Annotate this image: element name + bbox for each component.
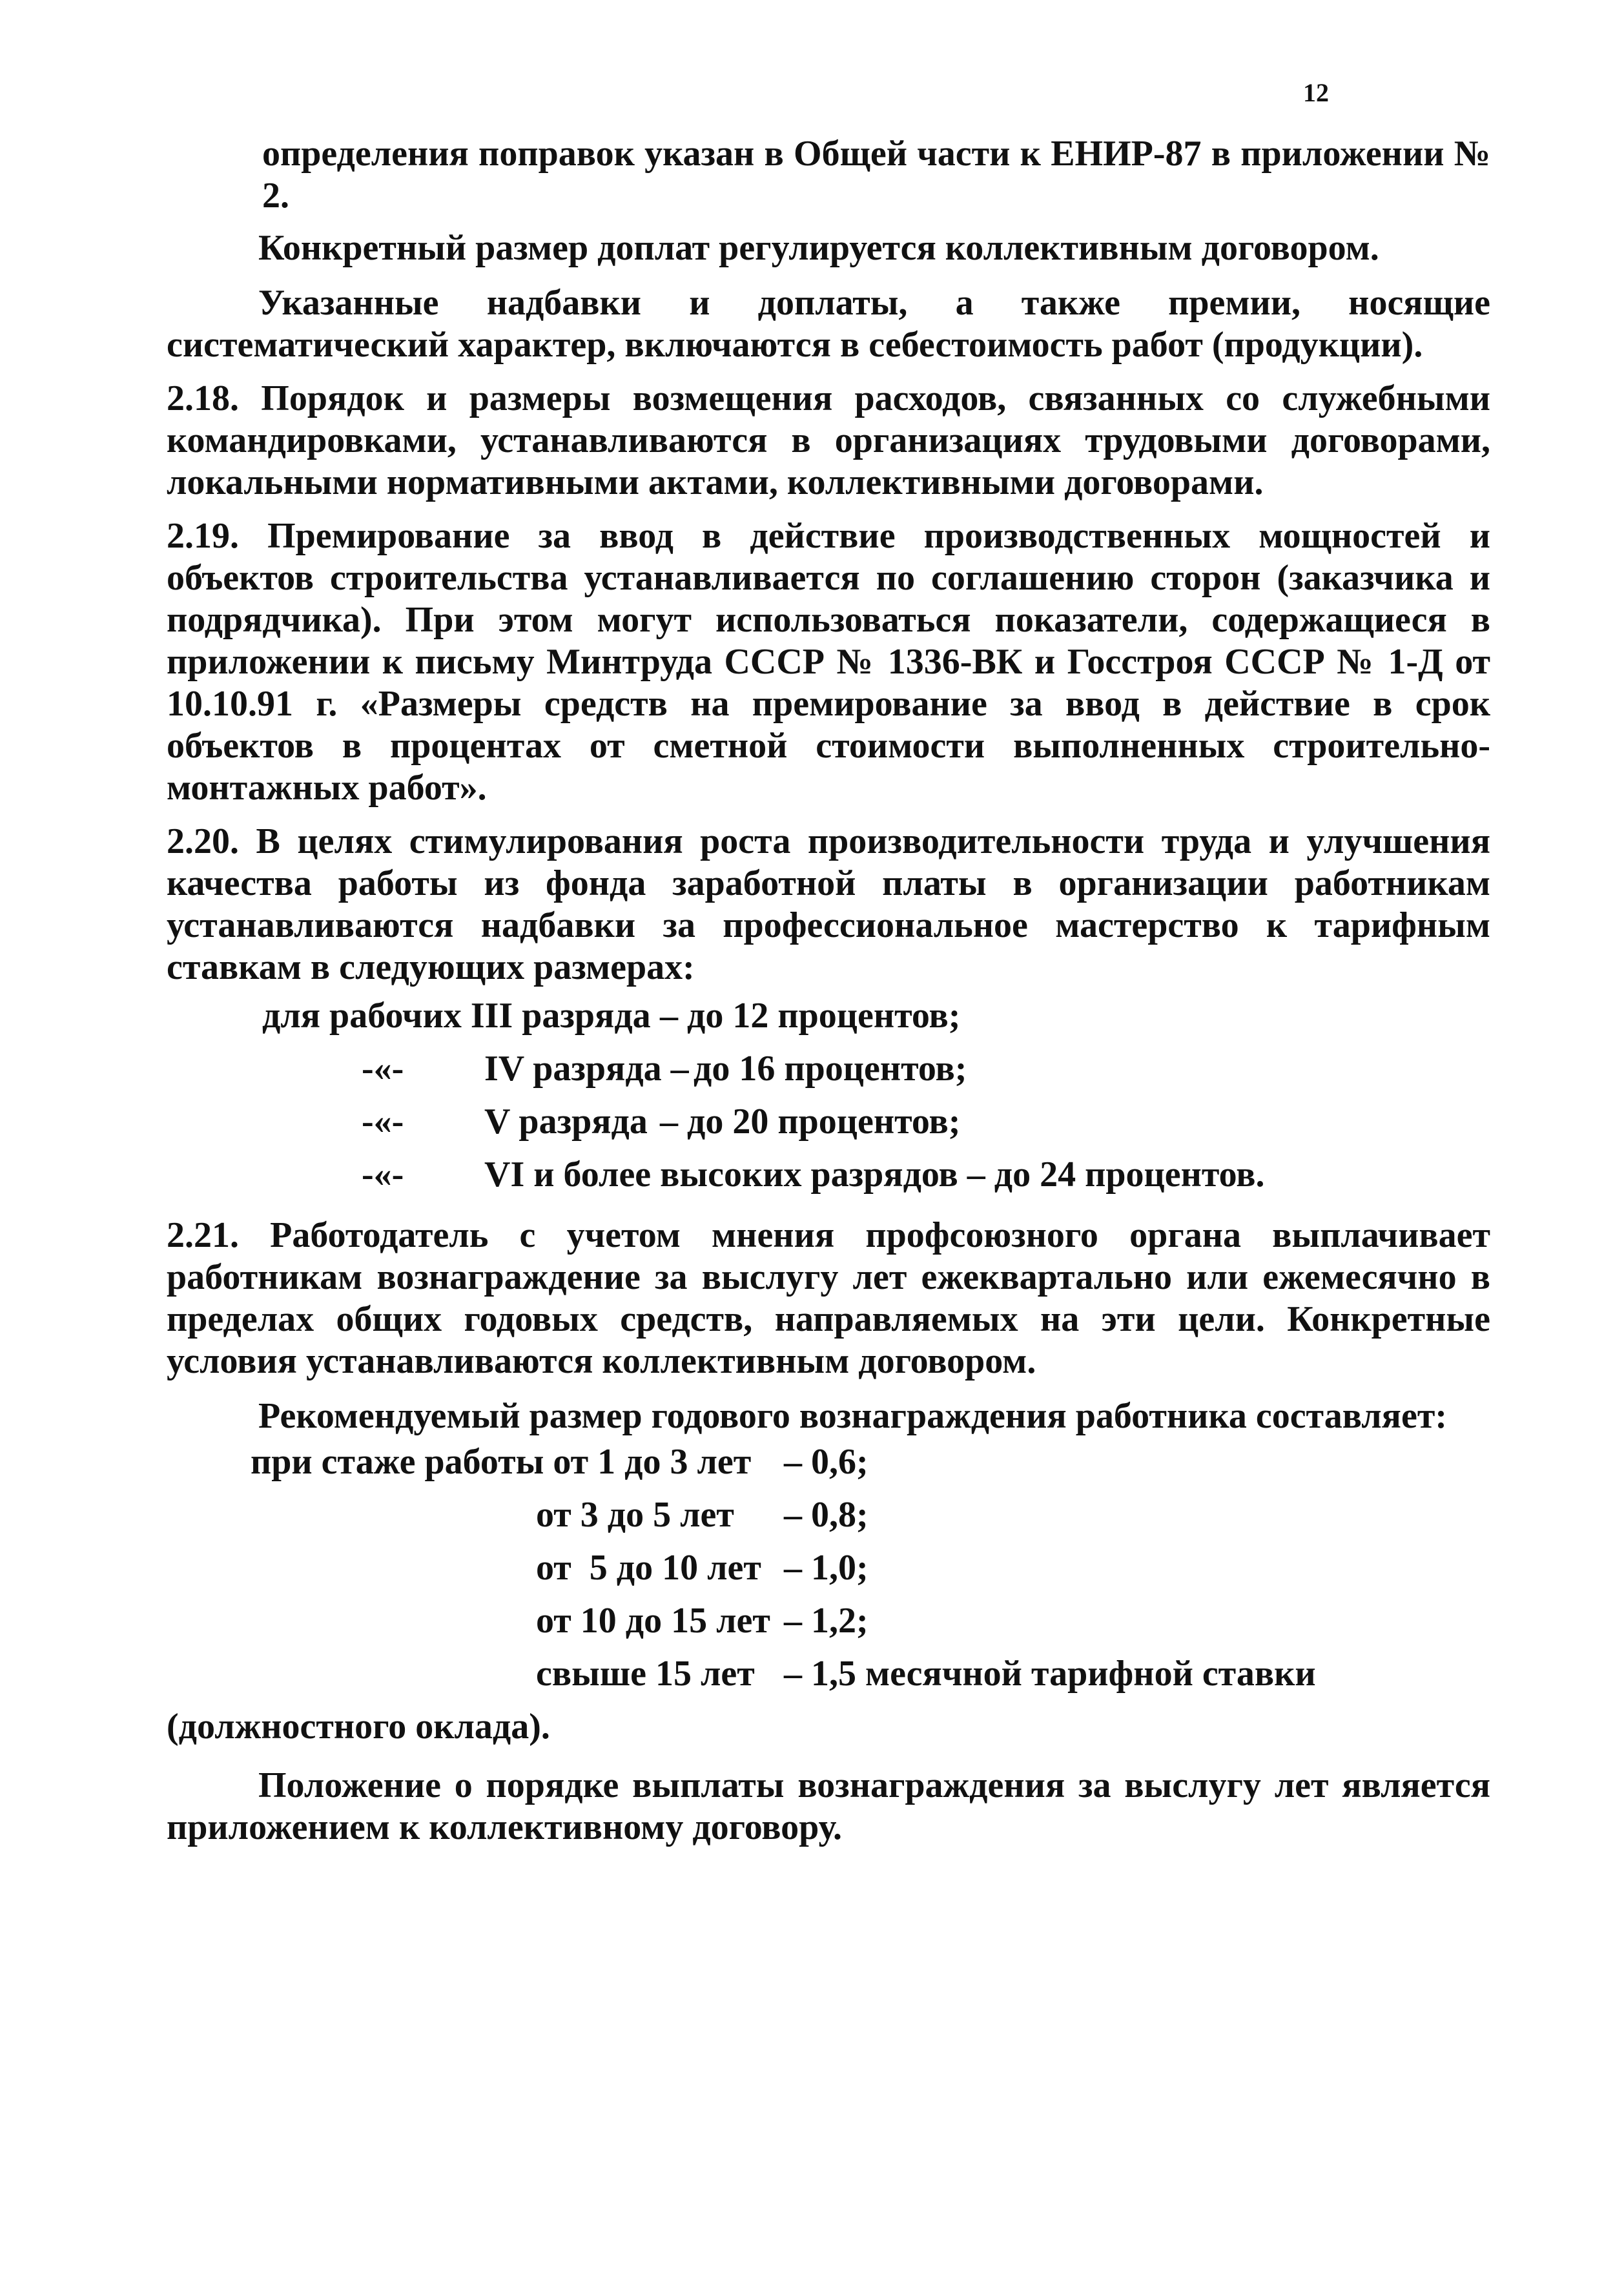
paragraph-2-21: 2.21. Работодатель с учетом мнения профсоюзного органа выплачивает работникам вознаграждение за выслугу лет ежеквартально или ежемесячно в пределах общих годовых средств, направляемых на эти цели. Конкретные условия устанавливаются коллективным договором. xyxy=(167,1215,1490,1381)
allowance-label: VI и более высоких разрядов – до 24 процентов. xyxy=(484,1155,1265,1195)
bonus-table xyxy=(167,1441,1490,1706)
bonus-value: – 1,5 месячной тарифной ставки xyxy=(784,1654,1316,1694)
bonus-label: при стаже работы от 1 до 3 лет xyxy=(251,1442,752,1482)
paragraph-2-20: 2.20. В целях стимулирования роста производительности труда и улучшения качества работы из фонда заработной платы в организации работникам устанавливаются надбавки за профессиональное мастерство к тарифным ставкам в следующих размерах: xyxy=(167,821,1490,987)
bonus-label: от 10 до 15 лет xyxy=(536,1601,770,1641)
allowance-row xyxy=(167,995,1490,1048)
paragraph-recommended-size: Рекомендуемый размер годового вознаграждения работника составляет: xyxy=(258,1396,1447,1436)
allowance-value: – до 20 процентов; xyxy=(660,1102,961,1142)
allowance-label: V разряда xyxy=(484,1102,648,1142)
bonus-value: – 1,2; xyxy=(784,1601,869,1641)
allowance-ditto: -«- xyxy=(362,1102,404,1142)
bonus-row xyxy=(167,1441,1490,1494)
bonus-label: от 3 до 5 лет xyxy=(536,1495,734,1535)
document-body xyxy=(167,133,1490,1860)
bonus-label: от 5 до 10 лет xyxy=(536,1548,761,1588)
allowance-label: для рабочих III разряда xyxy=(262,996,651,1036)
bonus-row xyxy=(167,1494,1490,1547)
allowance-row xyxy=(167,1101,1490,1154)
bonus-row xyxy=(167,1653,1490,1706)
paragraph-bonuses-cost: Указанные надбавки и доплаты, а также премии, носящие систематический характер, включаются в себестоимость работ (продукции). xyxy=(167,283,1490,365)
allowance-ditto: -«- xyxy=(362,1155,404,1195)
paragraph-surcharge-size: Конкретный размер доплат регулируется коллективным договором. xyxy=(258,228,1379,268)
allowance-label: IV разряда – xyxy=(484,1049,689,1089)
allowance-table xyxy=(167,995,1490,1207)
bonus-label: свыше 15 лет xyxy=(536,1654,755,1694)
paragraph-continuation: определения поправок указан в Общей части к ЕНИР-87 в приложении № 2. xyxy=(262,134,1490,216)
bonus-row xyxy=(167,1547,1490,1600)
allowance-row xyxy=(167,1048,1490,1101)
paragraph-2-18: 2.18. Порядок и размеры возмещения расходов, связанных со служебными командировками, устанавливаются в организациях трудовыми договорами, локальными нормативными актами, коллективными договорами. xyxy=(167,378,1490,502)
paragraph-regulation: Положение о порядке выплаты вознаграждения за выслугу лет является приложением к коллективному договору. xyxy=(167,1765,1490,1847)
allowance-ditto: -«- xyxy=(362,1049,404,1089)
paragraph-official-salary: (должностного оклада). xyxy=(167,1707,550,1747)
bonus-row xyxy=(167,1600,1490,1653)
page-number: 12 xyxy=(1303,78,1329,107)
bonus-value: – 1,0; xyxy=(784,1548,869,1588)
bonus-value: – 0,6; xyxy=(784,1442,869,1482)
bonus-value: – 0,8; xyxy=(784,1495,869,1535)
allowance-value: до 16 процентов; xyxy=(694,1049,967,1089)
paragraph-2-19: 2.19. Премирование за ввод в действие производственных мощностей и объектов строительства устанавливается по соглашению сторон (заказчика и подрядчика). При этом могут использоваться показатели, содержащиеся в приложении к письму Минтруда СССР № 1336-ВК и Госстроя СССР № 1-Д от 10.10.91 г. «Размеры средств на премирование за ввод в действие в срок объектов в процентах от сметной стоимости выполненных строительно-монтажных работ». xyxy=(167,516,1490,808)
allowance-value: – до 12 процентов; xyxy=(660,996,961,1036)
allowance-row xyxy=(167,1154,1490,1207)
